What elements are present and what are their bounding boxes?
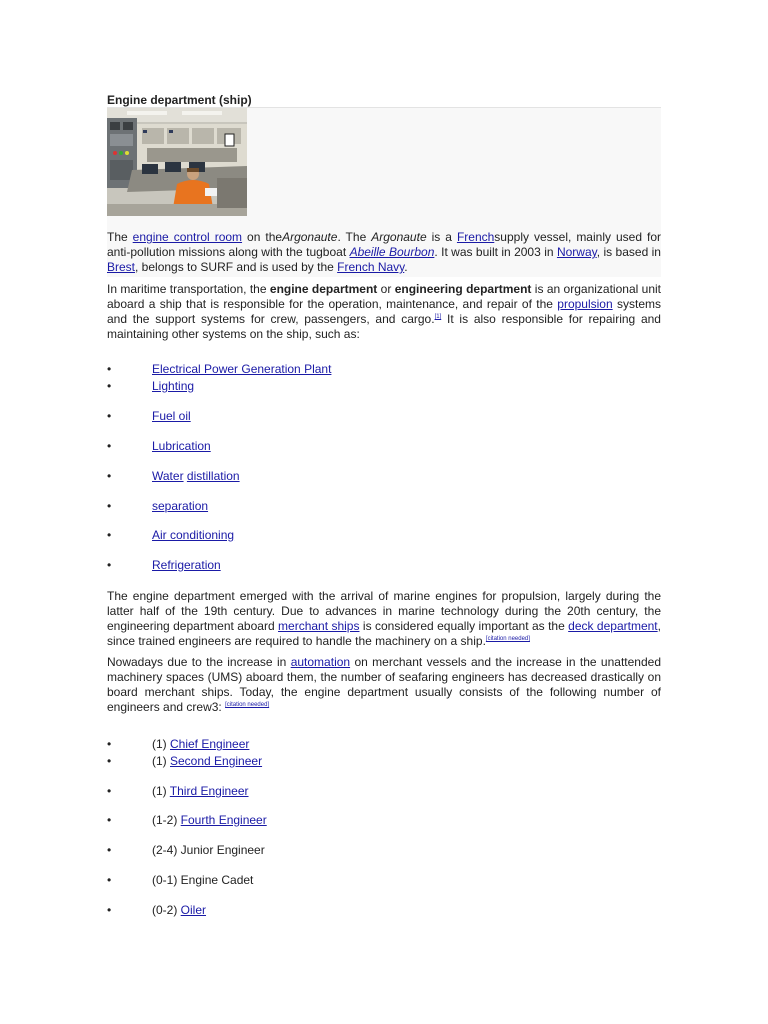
list-item bbox=[107, 439, 661, 454]
list-item: • (1) Second Engineer bbox=[107, 754, 263, 768]
bullet: • bbox=[107, 499, 112, 513]
link-french[interactable]: French bbox=[456, 230, 495, 244]
link-lighting[interactable]: Lighting bbox=[152, 379, 195, 393]
bullet: • bbox=[107, 362, 112, 376]
crew-list bbox=[107, 737, 661, 918]
link-refrigeration[interactable]: Refrigeration bbox=[152, 558, 221, 572]
link-chief-engineer[interactable]: Chief Engineer bbox=[170, 737, 250, 751]
link-third-engineer[interactable]: Third Engineer bbox=[169, 784, 249, 798]
bullet: • bbox=[107, 439, 112, 453]
bullet: • bbox=[107, 558, 112, 572]
list-item bbox=[107, 558, 661, 573]
bullet: • bbox=[107, 409, 112, 423]
bullet: • bbox=[107, 379, 112, 393]
link-fourth-engineer[interactable]: Fourth Engineer bbox=[180, 813, 267, 827]
intro-paragraph: In maritime transportation, the engine department or engineering department is an organizational unit aboard a ship that is responsible for the operation, maintenance, and repair of the propulsion systems and the support systems for crew, passengers, and cargo.[1] It is also responsible for repairing and maintaining other systems on the ship, such as: bbox=[107, 282, 661, 341]
link-norway[interactable]: Norway bbox=[556, 245, 597, 259]
bullet: • bbox=[107, 903, 112, 917]
list-item bbox=[107, 469, 661, 484]
link-french-navy[interactable]: French Navy bbox=[337, 260, 405, 274]
bullet: • bbox=[107, 784, 112, 798]
bullet: • bbox=[107, 469, 112, 483]
list-item: • (1-2) Fourth Engineer bbox=[107, 813, 267, 827]
link-brest[interactable]: Brest bbox=[107, 260, 136, 274]
link-propulsion[interactable]: propulsion bbox=[557, 297, 613, 311]
figure-caption bbox=[107, 216, 661, 277]
citation-needed-2[interactable]: [citation needed] bbox=[225, 702, 270, 708]
engine-control-room-photo[interactable] bbox=[107, 108, 247, 216]
article bbox=[107, 93, 661, 918]
systems-list bbox=[107, 362, 661, 573]
bullet: • bbox=[107, 528, 112, 542]
nowadays-paragraph: Nowadays due to the increase in automation on merchant vessels and the increase in the unattended machinery spaces (UMS) aboard them, the number of seafaring engineers has decreased drastically on board merchant ships. Today, the engine department usually consists of the following number of engineers and crew3: [citation needed] bbox=[107, 655, 661, 714]
link-oiler[interactable]: Oiler bbox=[180, 903, 207, 917]
figure-box bbox=[107, 108, 661, 216]
history-paragraph: The engine department emerged with the arrival of marine engines for propulsion, largely during the latter half of the 19th century. Due to advances in marine technology during the 20th century, the engineering department aboard merchant ships is considered equally important as the deck department, since trained engineers are required to handle the machinery on a ship.[citation needed] bbox=[107, 589, 661, 648]
citation-needed-1[interactable]: [citation needed] bbox=[485, 636, 530, 642]
link-abeille-bourbon[interactable]: Abeille Bourbon bbox=[349, 245, 435, 259]
bullet: • bbox=[107, 843, 112, 857]
bullet: • bbox=[107, 873, 112, 887]
link-engine-control-room[interactable]: engine control room bbox=[132, 230, 243, 244]
link-second-engineer[interactable]: Second Engineer bbox=[170, 754, 263, 768]
list-item: • (0-1) Engine Cadet bbox=[107, 873, 254, 887]
link-electrical-power[interactable]: Electrical Power Generation Plant bbox=[152, 362, 332, 376]
list-item: • (2-4) Junior Engineer bbox=[107, 843, 265, 857]
link-water[interactable]: Water bbox=[152, 469, 184, 483]
list-item: • (0-2) Oiler bbox=[107, 903, 207, 917]
page-title: Engine department (ship) bbox=[107, 93, 661, 108]
link-fuel-oil[interactable]: Fuel oil bbox=[152, 409, 191, 423]
list-item: • (1) Chief Engineer bbox=[107, 737, 250, 751]
list-item bbox=[107, 362, 661, 377]
bullet: • bbox=[107, 737, 112, 751]
bullet: • bbox=[107, 754, 112, 768]
list-item bbox=[107, 499, 661, 514]
link-automation[interactable]: automation bbox=[290, 655, 351, 669]
link-merchant-ships[interactable]: merchant ships bbox=[278, 619, 360, 633]
link-air-conditioning[interactable]: Air conditioning bbox=[152, 528, 235, 542]
caption-text: The engine control room on theArgonaute. The Argonaute is a Frenchsupply vessel, mainly used for anti-pollution missions along with the tugboat Abeille Bourbon. It was built in 2003 in Norway, is based in Brest, belongs to SURF and is used by the French Navy. bbox=[107, 230, 661, 274]
list-item bbox=[107, 379, 661, 394]
link-separation[interactable]: separation bbox=[152, 499, 209, 513]
link-distillation[interactable]: distillation bbox=[186, 469, 240, 483]
list-item: • (1) Third Engineer bbox=[107, 784, 249, 798]
engine-room-image bbox=[107, 108, 247, 216]
list-item bbox=[107, 409, 661, 424]
citation-1[interactable]: [1] bbox=[434, 314, 442, 320]
list-item bbox=[107, 528, 661, 543]
bullet: • bbox=[107, 813, 112, 827]
link-deck-department[interactable]: deck department bbox=[568, 619, 658, 633]
link-lubrication[interactable]: Lubrication bbox=[152, 439, 211, 453]
